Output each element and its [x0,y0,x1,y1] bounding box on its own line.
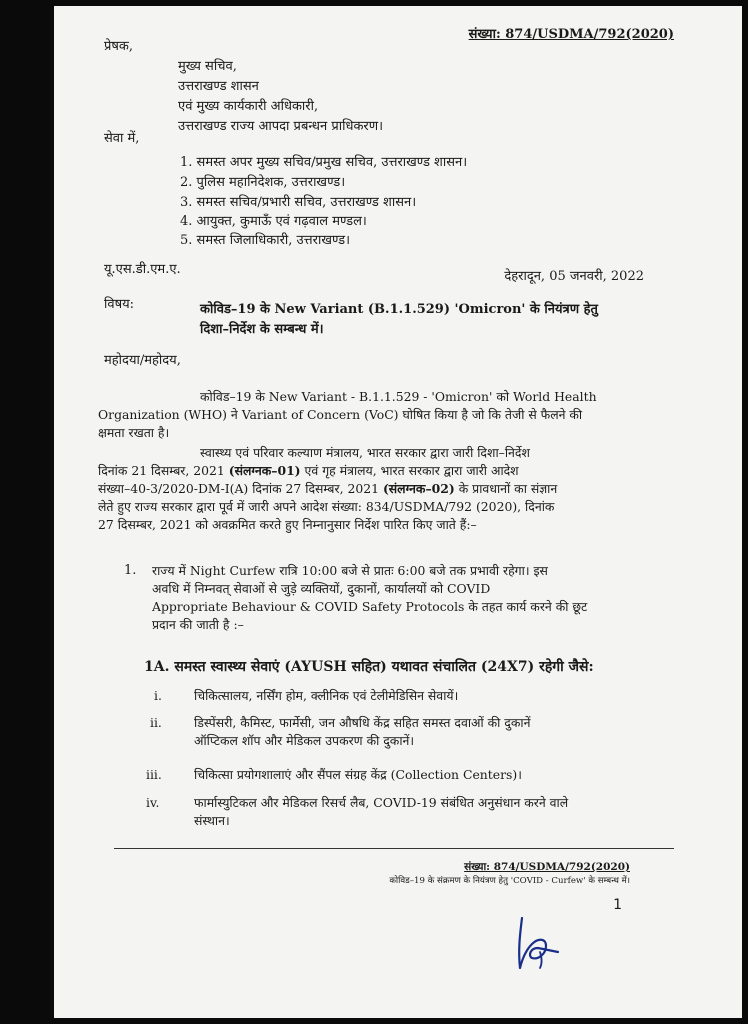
annexure-ref: (संलग्नक–02) [382,481,455,496]
footer-divider [114,848,674,849]
footer-reference: संख्या: 874/USDMA/792(2020) [464,861,630,873]
paragraph-text: के प्रावधानों का संज्ञान [458,481,558,496]
paragraph-line: Organization (WHO) ने Variant of Concern (VoC) घोषित किया है जो कि तेजी से फैलने की [98,407,583,422]
subject-line: कोविड–19 के New Variant (B.1.1.529) 'Omicron' के नियंत्रण हेतु [200,302,598,317]
sender-line: एवं मुख्य कार्यकारी अधिकारी, [178,99,319,114]
subject-label: विषय: [104,297,135,312]
document-page [54,6,742,1018]
recipient-item: 3. समस्त सचिव/प्रभारी सचिव, उत्तराखण्ड शासन। [180,195,417,210]
paragraph-line [98,462,519,480]
letter-date: देहरादून, 05 जनवरी, 2022 [504,269,644,284]
annexure-ref: (संलग्नक–01) [228,463,301,478]
item-number: iv. [146,795,160,810]
signature-scribble [506,908,576,978]
date-text: दिनांक 21 दिसम्बर, 2021 [98,463,225,478]
item-number: ii. [150,715,162,730]
paragraph-line: 27 दिसम्बर, 2021 को अवक्रमित करते हुए निम्नानुसार निर्देश पारित किए जाते हैं:– [98,517,477,532]
sender-line: उत्तराखण्ड शासन [178,79,259,94]
item-text: ऑप्टिकल शॉप और मेडिकल उपकरण की दुकानें। [194,733,415,748]
paragraph-line: स्वास्थ्य एवं परिवार कल्याण मंत्रालय, भारत सरकार द्वारा जारी दिशा–निर्देश [200,445,530,460]
sender-line: उत्तराखण्ड राज्य आपदा प्रबन्धन प्राधिकरण। [178,119,384,134]
item-number: i. [154,688,162,703]
order-ref: संख्या–40-3/2020-DM-I(A) दिनांक 27 दिसम्बर, 2021 [98,481,379,496]
point-line: अवधि में निम्नवत् सेवाओं से जुड़े व्यक्तियों, दुकानों, कार्यालयों को COVID [152,581,491,596]
recipient-item: 1. समस्त अपर मुख्य सचिव/प्रमुख सचिव, उत्तराखण्ड शासन। [180,155,468,170]
department-code: यू.एस.डी.एम.ए. [104,262,181,277]
item-text: फार्मास्युटिकल और मेडिकल रिसर्च लैब, COVID-19 संबंधित अनुसंधान करने वाले [194,795,569,810]
item-text: संस्थान। [194,813,230,828]
paragraph-line [98,480,557,498]
sender-label: प्रेषक, [104,39,134,54]
sender-line: मुख्य सचिव, [178,59,237,74]
paragraph-text: एवं गृह मंत्रालय, भारत सरकार द्वारा जारी आदेश [304,463,519,478]
point-line: राज्य में Night Curfew रात्रि 10:00 बजे से प्रातः 6:00 बजे तक प्रभावी रहेगा। इस [152,563,548,578]
section-heading: 1A. समस्त स्वास्थ्य सेवाएं (AYUSH सहित) यथावत संचालित (24X7) रहेगी जैसे: [144,659,594,675]
item-text: डिस्पेंसरी, कैमिस्ट, फार्मेसी, जन औषधि केंद्र सहित समस्त दवाओं की दुकानें [194,715,531,730]
item-text: चिकित्सा प्रयोगशालाएं और सैंपल संग्रह केंद्र (Collection Centers)। [194,767,522,782]
page-number: 1 [613,897,622,913]
footer-subject: कोविड–19 के संक्रमण के नियंत्रण हेतु 'COVID - Curfew' के सम्बन्ध में। [389,876,630,886]
paragraph-line: क्षमता रखता है। [98,425,170,440]
recipients-label: सेवा में, [104,131,140,146]
recipient-item: 5. समस्त जिलाधिकारी, उत्तराखण्ड। [180,233,351,248]
item-number: iii. [146,767,162,782]
point-number: 1. [124,563,137,578]
paragraph-line: कोविड–19 के New Variant - B.1.1.529 - 'Omicron' को World Health [200,389,597,404]
item-text: चिकित्सालय, नर्सिंग होम, क्लीनिक एवं टेलीमेडिसिन सेवायें। [194,688,459,703]
reference-number: संख्या: 874/USDMA/792(2020) [468,27,674,42]
subject-line: दिशा–निर्देश के सम्बन्ध में। [200,322,324,337]
point-line: प्रदान की जाती है :– [152,617,244,632]
paragraph-line: लेते हुए राज्य सरकार द्वारा पूर्व में जारी अपने आदेश संख्या: 834/USDMA/792 (2020), दिनांक [98,499,555,514]
recipient-item: 2. पुलिस महानिदेशक, उत्तराखण्ड। [180,175,346,190]
salutation: महोदया/महोदय, [104,353,181,368]
recipient-item: 4. आयुक्त, कुमाऊँ एवं गढ़वाल मण्डल। [180,214,367,229]
point-line: Appropriate Behaviour & COVID Safety Protocols के तहत कार्य करने की छूट [152,599,588,614]
